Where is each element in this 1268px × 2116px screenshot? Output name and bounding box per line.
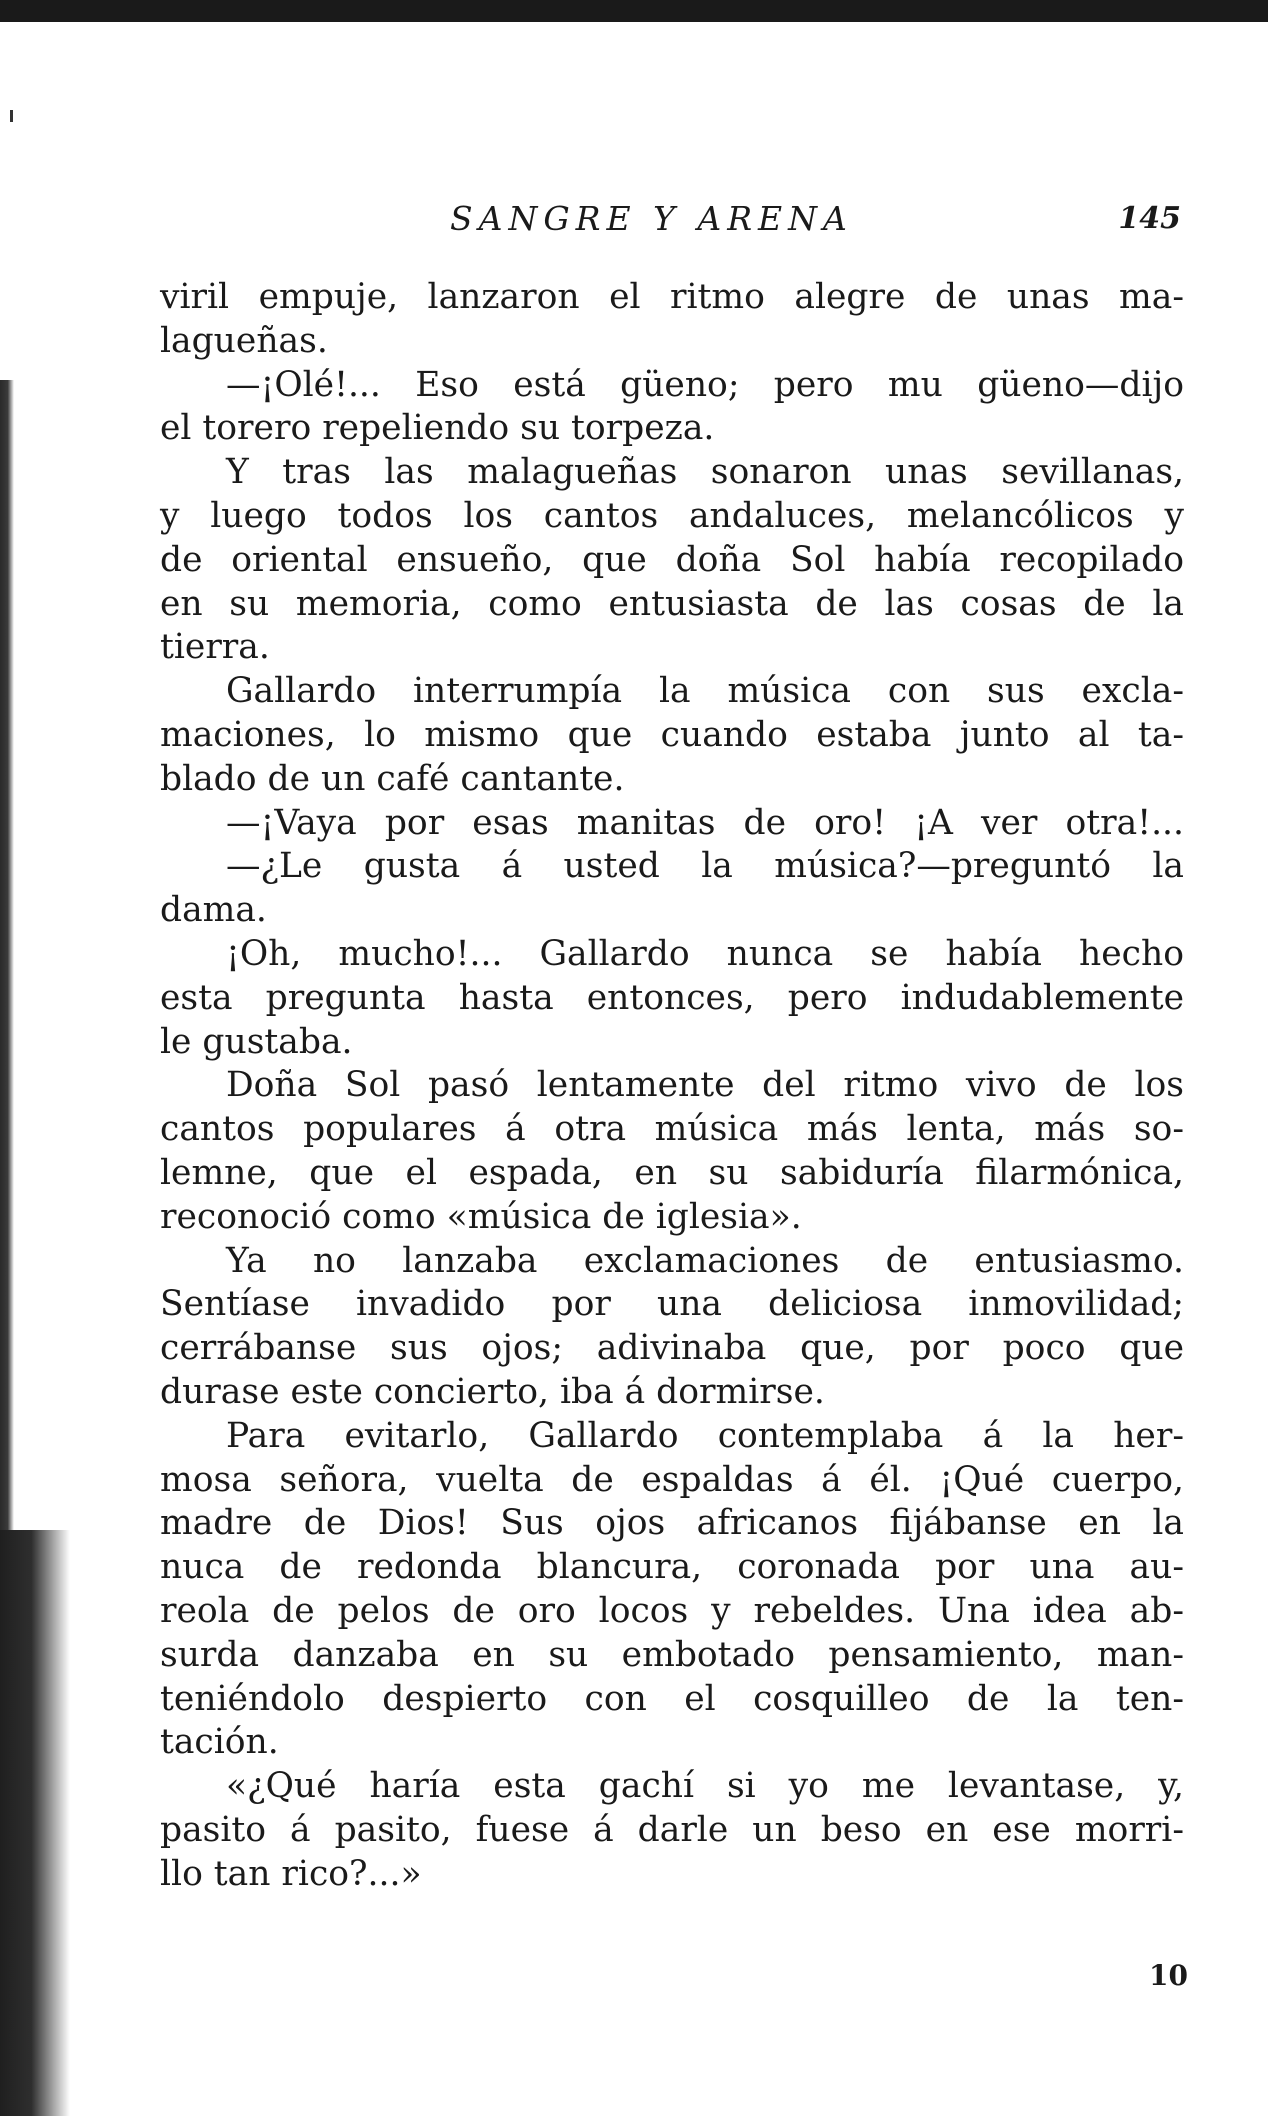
text-line: surda danzaba en su embotado pensamiento, man- <box>160 1634 1184 1675</box>
text-line: reconoció como «música de iglesia». <box>160 1196 802 1237</box>
text-line: viril empuje, lanzaron el ritmo alegre de unas ma- <box>160 277 1184 317</box>
text-line: maciones, lo mismo que cuando estaba junto al ta- <box>160 714 1184 755</box>
text-line: Sentíase invadido por una deliciosa inmovilidad; <box>160 1284 1184 1325</box>
text-line: en su memoria, como entusiasta de las cosas de la <box>160 583 1184 624</box>
text-line: «¿Qué haría esta gachí si yo me levantase, y, <box>226 1766 1184 1807</box>
scan-top-border <box>0 0 1268 22</box>
page-binding-shadow-lower <box>0 1530 70 2116</box>
running-head <box>163 196 1181 242</box>
text-line: —¡Vaya por esas manitas de oro! ¡A ver otra!... <box>226 802 1184 843</box>
text-line: teniéndolo despierto con el cosquilleo de la ten- <box>160 1678 1184 1719</box>
running-title: SANGRE Y ARENA <box>450 199 853 238</box>
text-line: Para evitarlo, Gallardo contemplaba á la her- <box>226 1415 1184 1456</box>
text-line: cerrábanse sus ojos; adivinaba que, por poco que <box>160 1328 1184 1369</box>
text-line: dama. <box>160 890 267 931</box>
text-line: blado de un café cantante. <box>160 758 625 799</box>
text-line: y luego todos los cantos andaluces, melancólicos y <box>160 495 1184 536</box>
text-line: Gallardo interrumpía la música con sus excla- <box>226 671 1184 712</box>
text-line: le gustaba. <box>160 1021 353 1062</box>
text-line: mosa señora, vuelta de espaldas á él. ¡Qué cuerpo, <box>160 1459 1184 1500</box>
page-number: 145 <box>1118 201 1181 236</box>
text-line: reola de pelos de oro locos y rebeldes. Una idea ab- <box>160 1590 1184 1631</box>
text-line: nuca de redonda blancura, coronada por una au- <box>160 1547 1184 1588</box>
text-line: pasito á pasito, fuese á darle un beso en ese morri- <box>160 1809 1184 1850</box>
text-line: lemne, que el espada, en su sabiduría filarmónica, <box>160 1152 1184 1193</box>
text-line: Doña Sol pasó lentamente del ritmo vivo de los <box>226 1065 1184 1106</box>
text-line: tación. <box>160 1722 279 1763</box>
text-line: —¿Le gusta á usted la música?—preguntó la <box>226 846 1184 887</box>
text-line: de oriental ensueño, que doña Sol había recopilado <box>160 539 1184 580</box>
text-line: durase este concierto, iba á dormirse. <box>160 1371 825 1412</box>
text-line: Y tras las malagueñas sonaron unas sevillanas, <box>226 452 1184 493</box>
text-line: Ya no lanzaba exclamaciones de entusiasmo. <box>226 1240 1184 1281</box>
text-line: madre de Dios! Sus ojos africanos fijábanse en la <box>160 1503 1184 1544</box>
text-line: el torero repeliendo su torpeza. <box>160 408 715 449</box>
signature-mark: 10 <box>1149 1959 1188 1992</box>
text-line: lagueñas. <box>160 320 328 361</box>
text-line: —¡Olé!... Eso está güeno; pero mu güeno—dijo <box>226 364 1184 405</box>
scan-speck <box>10 110 13 122</box>
text-line: llo tan rico?...» <box>160 1853 422 1894</box>
text-line: cantos populares á otra música más lenta, más so- <box>160 1109 1184 1150</box>
body-text <box>160 276 1184 1896</box>
text-line: ¡Oh, mucho!... Gallardo nunca se había hecho <box>226 933 1184 974</box>
text-line: tierra. <box>160 627 270 668</box>
text-line: esta pregunta hasta entonces, pero indudablemente <box>160 977 1184 1018</box>
